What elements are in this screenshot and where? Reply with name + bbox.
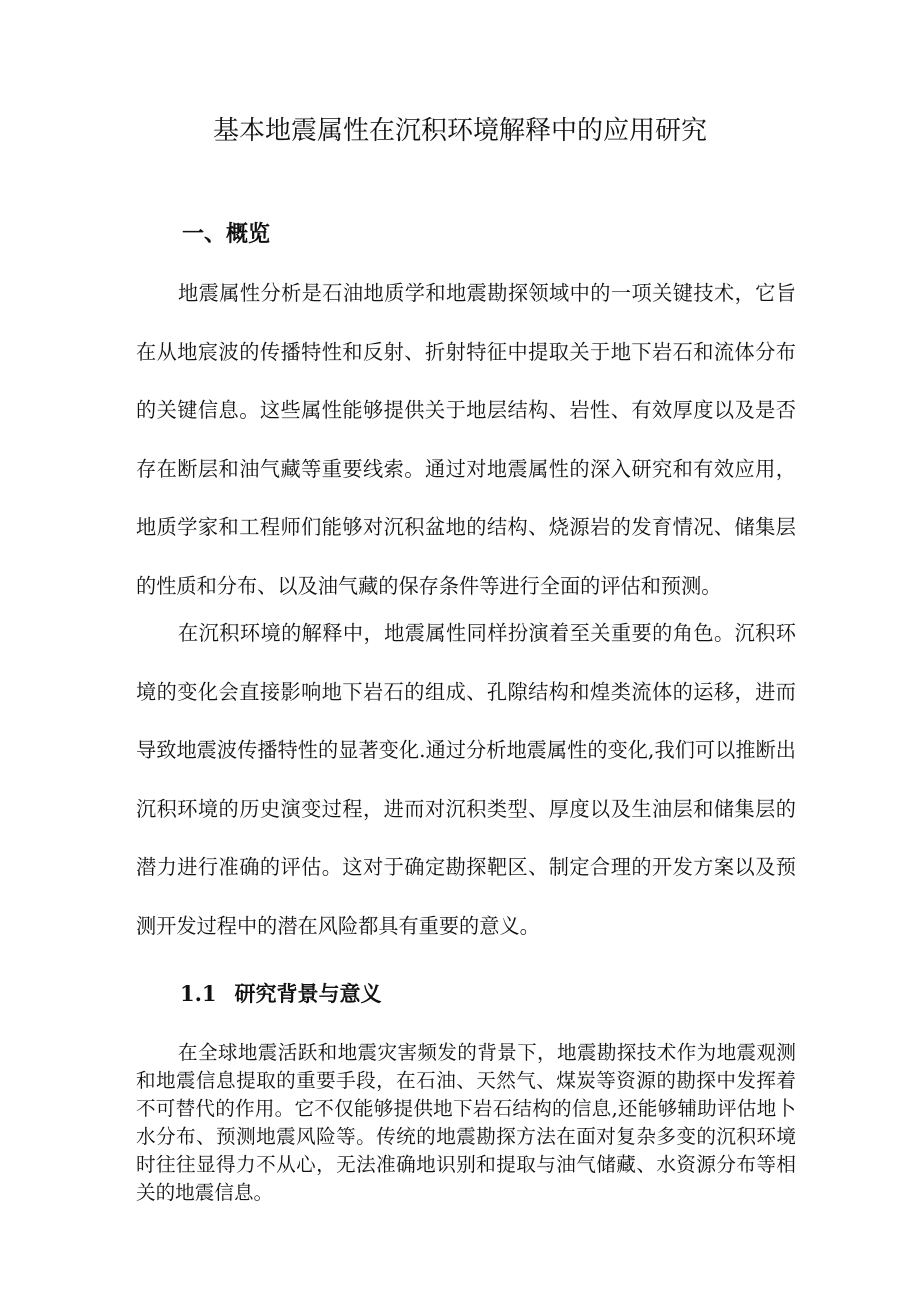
subsection-title: 研究背景与意义	[234, 982, 382, 1006]
paragraph-overview-1: 地震属性分析是石油地质学和地震勘探领域中的一项关键技术，它旨在从地宸波的传播特性和反射、折射特征中提取关于地下岩石和流体分布的关键信息。这些属性能够提供关于地层结构、岩性、有效厚度以及是否存在断层和油气藏等重要线索。通过对地震属性的深入研究和有效应用，地质学家和工程师们能够对沉积盆地的结构、烧源岩的发育情况、储集层的性质和分布、以及油气藏的保存条件等进行全面的评估和预测。	[136, 281, 796, 598]
subsection-heading-background	[180, 974, 382, 1014]
document-title: 基本地震属性在沉积环境解释中的应用研究	[212, 116, 707, 146]
paragraph-background-1: 在全球地震活跃和地震灾害频发的背景下，地震勘探技术作为地震观测和地震信息提取的重要手段，在石油、天然气、煤炭等资源的勘探中发挥着不可替代的作用。它不仅能够提供地下岩石结构的信息,还能够辅助评估地卜水分布、预测地震风险等。传统的地震勘探方法在面对复杂多变的沉积环境时往往显得力不从心，无法准确地识别和提取与油气储藏、水资源分布等相关的地震信息。	[136, 1041, 796, 1204]
paragraph-overview-2: 在沉积环境的解释中，地震属性同样扮演着至关重要的角色。沉积环境的变化会直接影响地下岩石的组成、孔隙结构和煌类流体的运移，进而导致地震波传播特性的显著变化.通过分析地震属性的变化,我们可以推断出沉积环境的历史演变过程，进而对沉积类型、厚度以及生油层和储集层的潜力进行准确的评估。这对于确定勘探靶区、制定合理的开发方案以及预测开发过程中的潜在风险都具有重要的意义。	[136, 621, 796, 938]
subsection-number: 1.1	[180, 981, 217, 1006]
section-heading-overview: 一、概览	[182, 222, 271, 247]
